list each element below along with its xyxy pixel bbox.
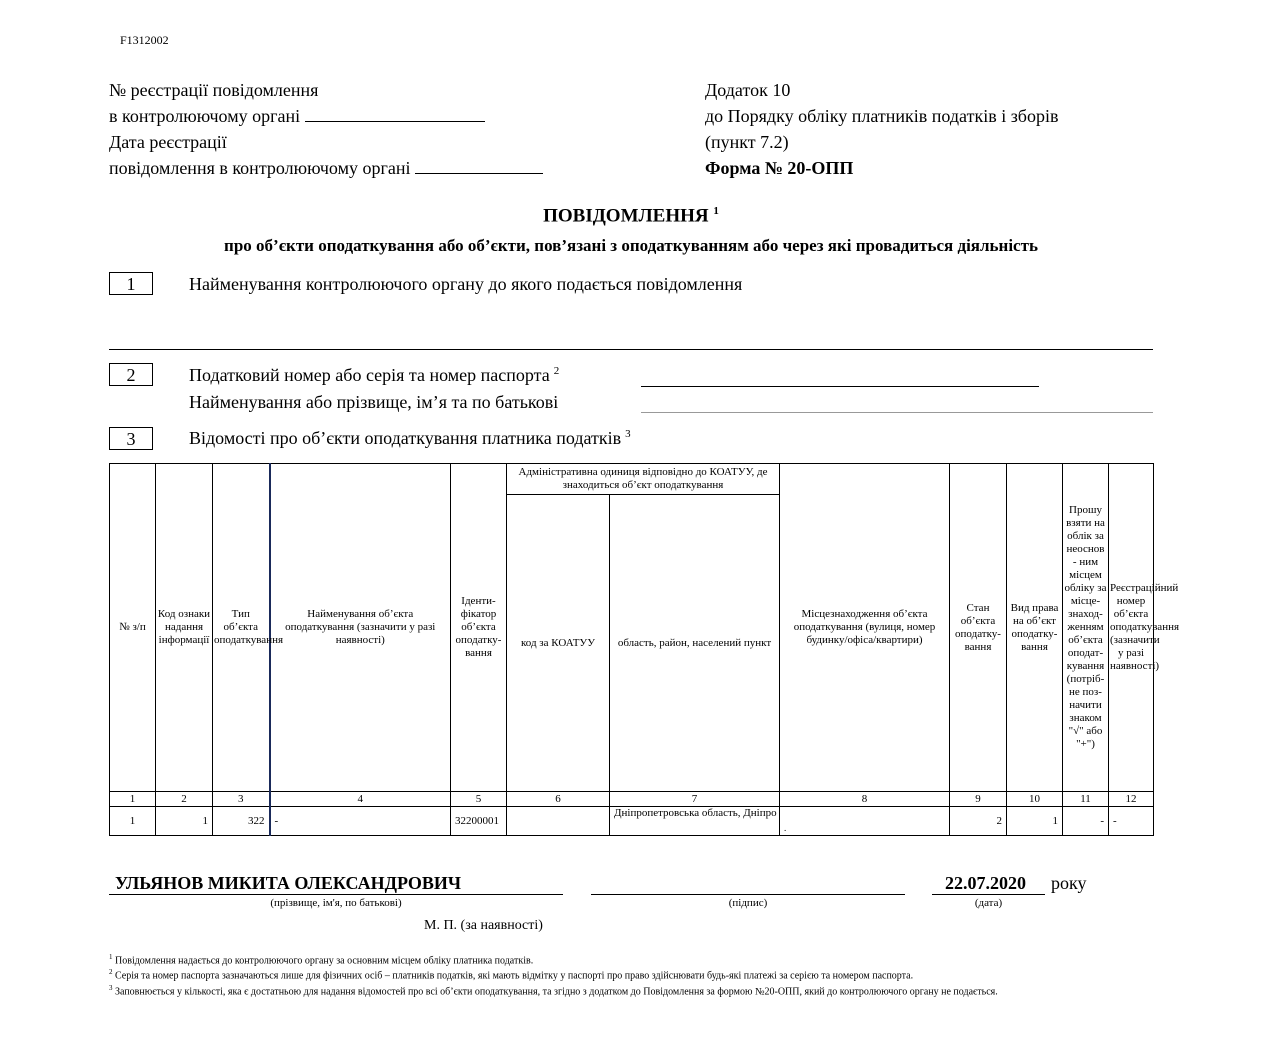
column-number: 11 [1063, 792, 1109, 807]
signature-date-line [932, 894, 1045, 895]
column-number: 6 [507, 792, 610, 807]
header-registration-number: Реєстраційний номер об’єкта оподаткування (зазначити у разі наявності) [1109, 464, 1154, 792]
footnote-mark: 3 [109, 984, 113, 992]
header-right-type: Вид права на об’єкт оподатку-вання [1007, 464, 1063, 792]
column-number: 8 [780, 792, 950, 807]
cell-registration-request: - [1063, 807, 1109, 836]
page-title [0, 205, 1262, 227]
table-row [110, 807, 1154, 836]
header-region: область, район, населений пункт [610, 495, 780, 792]
tax-number-label: Податковий номер або серія та номер паспорта [189, 365, 550, 385]
section-1-label: Найменування контролюючого органу до якого подається повідомлення [189, 274, 743, 294]
registration-number-label: № реєстрації повідомлення [109, 80, 319, 100]
section-3-label [189, 428, 631, 449]
cell-object-state: 2 [950, 807, 1007, 836]
appendix-block [705, 77, 1058, 181]
column-number: 10 [1007, 792, 1063, 807]
header-object-state: Стан об’єкта оподатку-вання [950, 464, 1007, 792]
cell-koatuu-code [507, 807, 610, 836]
cell-right-type: 1 [1007, 807, 1063, 836]
header-registration-request: Прошу взяти на облік за неоснов - ним місцем обліку за місце-знаход-женням об’єкта оподат-кування (потріб-не поз-начити знаком "√" або "+") [1063, 464, 1109, 792]
payer-name-field[interactable] [641, 412, 1153, 413]
header-object-id: Іденти-фікатор об’єкта оподатку-вання [451, 464, 507, 792]
signer-name: УЛЬЯНОВ МИКИТА ОЛЕКСАНДРОВИЧ [115, 873, 462, 893]
registration-date-row [109, 155, 543, 181]
cell-registration-number: - [1109, 807, 1154, 836]
registration-block [109, 77, 543, 181]
column-number: 12 [1109, 792, 1154, 807]
cell-object-type: 322 [213, 807, 270, 836]
objects-info-label: Відомості про об’єкти оподаткування платника податків [189, 428, 622, 448]
footnote-text: Серія та номер паспорта зазначаються лише для фізичних осіб – платників податків, які мають відмітку у паспорті про право здійснювати будь-які платежі за серією та номером паспорта. [115, 970, 914, 982]
appendix-number: Додаток 10 [705, 80, 791, 100]
header-object-type: Тип об’єкта оподаткування [213, 464, 270, 792]
header-object-location: Місцезнаходження об’єкта оподаткування (вулиця, номер будинку/офіса/квартири) [780, 464, 950, 792]
title-footnote-mark: 1 [713, 205, 719, 217]
tax-number-field[interactable] [641, 386, 1039, 387]
column-number: 9 [950, 792, 1007, 807]
title-text: ПОВІДОМЛЕННЯ [543, 205, 709, 227]
column-number: 2 [156, 792, 213, 807]
column-number: 5 [451, 792, 507, 807]
cell-object-name: - [270, 807, 451, 836]
signer-name-caption: (прізвище, ім'я, по батькові) [270, 897, 402, 909]
footnote-text: Повідомлення надається до контролюючого органу за основним місцем обліку платника податків. [115, 955, 534, 967]
stamp-label: М. П. (за наявності) [424, 918, 543, 933]
tax-number-footnote-mark: 2 [553, 365, 560, 377]
header-object-name: Найменування об’єкта оподаткування (зазначити у разі наявності) [270, 464, 451, 792]
registration-number-field[interactable] [305, 105, 485, 122]
signature-date: 22.07.2020 [945, 873, 1026, 893]
form-code: F1312002 [120, 33, 169, 47]
table-header-row-1 [110, 464, 1154, 495]
registration-date-field[interactable] [415, 157, 543, 174]
cell-object-location: . [780, 807, 950, 836]
column-numbers-row [110, 792, 1154, 807]
cell-info-code: 1 [156, 807, 213, 836]
section-3-number: 3 [109, 427, 153, 450]
registration-date-label: Дата реєстрації [109, 132, 227, 152]
registration-date-authority-label: повідомлення в контролюючому органі [109, 158, 411, 178]
section-1-number: 1 [109, 272, 153, 295]
footnote-3 [109, 981, 1153, 999]
column-number: 1 [110, 792, 156, 807]
form-number: Форма № 20-ОПП [705, 158, 854, 178]
column-number: 7 [610, 792, 780, 807]
section-1-field[interactable] [109, 349, 1153, 350]
payer-name-label: Найменування або прізвище, ім’я та по батькові [189, 392, 559, 412]
footnote-mark: 2 [109, 968, 113, 976]
footnote-text: Заповнюється у кількості, яка є достатньою для надання відомостей про всі об’єкти оподаткування, та згідно з додатком до Повідомлення за формою №20-ОПП, який до контролюючого органу не подається. [115, 986, 998, 998]
registration-authority-row [109, 103, 543, 129]
column-number: 4 [270, 792, 451, 807]
appendix-procedure: до Порядку обліку платників податків і зборів [705, 106, 1059, 126]
objects-info-footnote-mark: 3 [625, 428, 631, 440]
section-2-number: 2 [109, 363, 153, 386]
signature-field[interactable] [591, 894, 905, 895]
header-info-code: Код ознаки надання інформації [156, 464, 213, 792]
cell-row-number: 1 [110, 807, 156, 836]
year-word: року [1051, 873, 1087, 893]
section-2-label [189, 365, 559, 386]
cell-object-id: 32200001 [451, 807, 507, 836]
registration-authority-label: в контролюючому органі [109, 106, 301, 126]
objects-table [109, 463, 1180, 836]
page-subtitle: про об’єкти оподаткування або об’єкти, пов’язані з оподаткуванням або через які провадиться діяльність [224, 236, 1038, 255]
column-number: 3 [213, 792, 270, 807]
appendix-clause: (пункт 7.2) [705, 132, 789, 152]
header-row-number: № з/п [110, 464, 156, 792]
signature-date-caption: (дата) [974, 897, 1003, 909]
signer-name-line [109, 894, 563, 895]
cell-region: Дніпропетровська область, Дніпро [610, 807, 780, 836]
header-koatuu-code: код за КОАТУУ [507, 495, 610, 792]
signature-caption: (підпис) [728, 897, 768, 909]
footnote-mark: 1 [109, 953, 113, 961]
header-koatuu-group: Адміністративна одиниця відповідно до КОАТУУ, де знаходиться об’єкт оподаткування [507, 464, 780, 495]
